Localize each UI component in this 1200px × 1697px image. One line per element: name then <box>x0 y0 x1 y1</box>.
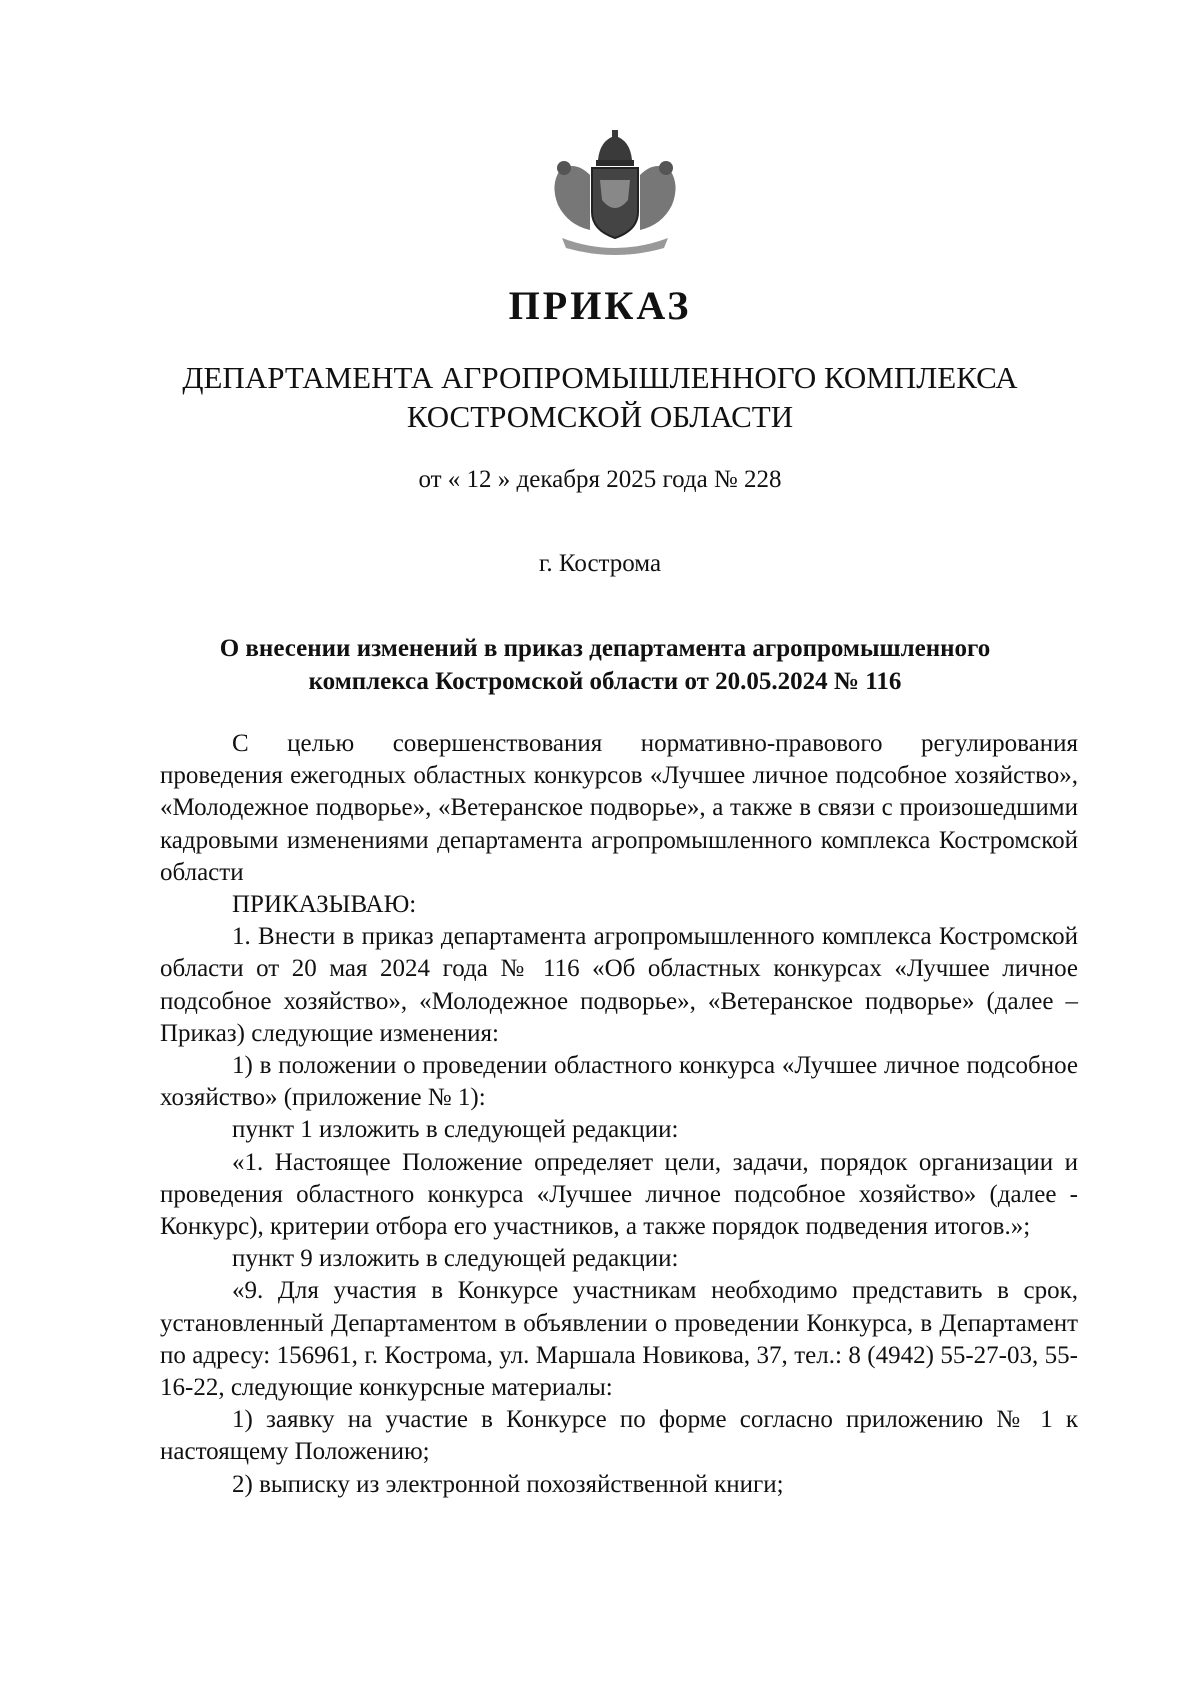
order-subject-line: комплекса Костромской области от 20.05.2024 № 116 <box>308 668 902 695</box>
order-subject <box>150 632 1060 698</box>
body-paragraph: пункт 9 изложить в следующей редакции: <box>232 1245 679 1273</box>
coat-of-arms-icon <box>540 130 690 255</box>
department-name-line: КОСТРОМСКОЙ ОБЛАСТИ <box>406 399 794 434</box>
body-paragraph: 1) в положении о проведении областного конкурса «Лучшее личное подсобное хозяйство» (приложение № 1): <box>160 1052 1078 1112</box>
body-paragraph: 2) выписку из электронной похозяйственной книги; <box>232 1470 784 1498</box>
order-date-number: от « 12 » декабря 2025 года № 228 <box>418 466 782 493</box>
order-body <box>160 728 1078 1501</box>
body-paragraph: ПРИКАЗЫВАЮ: <box>232 891 417 919</box>
city-line: г. Кострома <box>538 550 662 577</box>
body-paragraph: 1) заявку на участие в Конкурсе по форме согласно приложению № 1 к настоящему Положению; <box>160 1406 1078 1466</box>
body-paragraph: 1. Внести в приказ департамента агропромышленного комплекса Костромской области от 20 мая 2024 года № 116 «Об областных конкурсах «Лучшее личное подсобное хозяйство», «Молодежное подворье», «Ветеранское подворье» (далее – Приказ) следующие изменения: <box>160 923 1078 1047</box>
document-title: ПРИКАЗ <box>508 283 692 328</box>
body-paragraph: С целью совершенствования нормативно-правового регулирования проведения ежегодных областных конкурсов «Лучшее личное подсобное хозяйство», «Молодежное подворье», «Ветеранское подворье», а также в связи с произошедшими кадровыми изменениями департамента агропромышленного комплекса Костромской области <box>160 730 1078 886</box>
body-paragraph: «1. Настоящее Положение определяет цели, задачи, порядок организации и проведения областного конкурса «Лучшее личное подсобное хозяйство» (далее - Конкурс), критерии отбора его участников, а также порядок подведения итогов.»; <box>160 1148 1078 1241</box>
department-name-line: ДЕПАРТАМЕНТА АГРОПРОМЫШЛЕННОГО КОМПЛЕКСА <box>182 360 1018 395</box>
department-name <box>0 358 1200 436</box>
body-paragraph: «9. Для участия в Конкурсе участникам необходимо представить в срок, установленный Департаментом в объявлении о проведении Конкурса, в Департамент по адресу: 156961, г. Кострома, ул. Маршала Новикова, 37, тел.: 8 (4942) 55-27-03, 55-16-22, следующие конкурсные материалы: <box>160 1277 1078 1402</box>
order-subject-line: О внесении изменений в приказ департамента агропромышленного <box>219 635 991 662</box>
body-paragraph: пункт 1 изложить в следующей редакции: <box>232 1116 679 1144</box>
